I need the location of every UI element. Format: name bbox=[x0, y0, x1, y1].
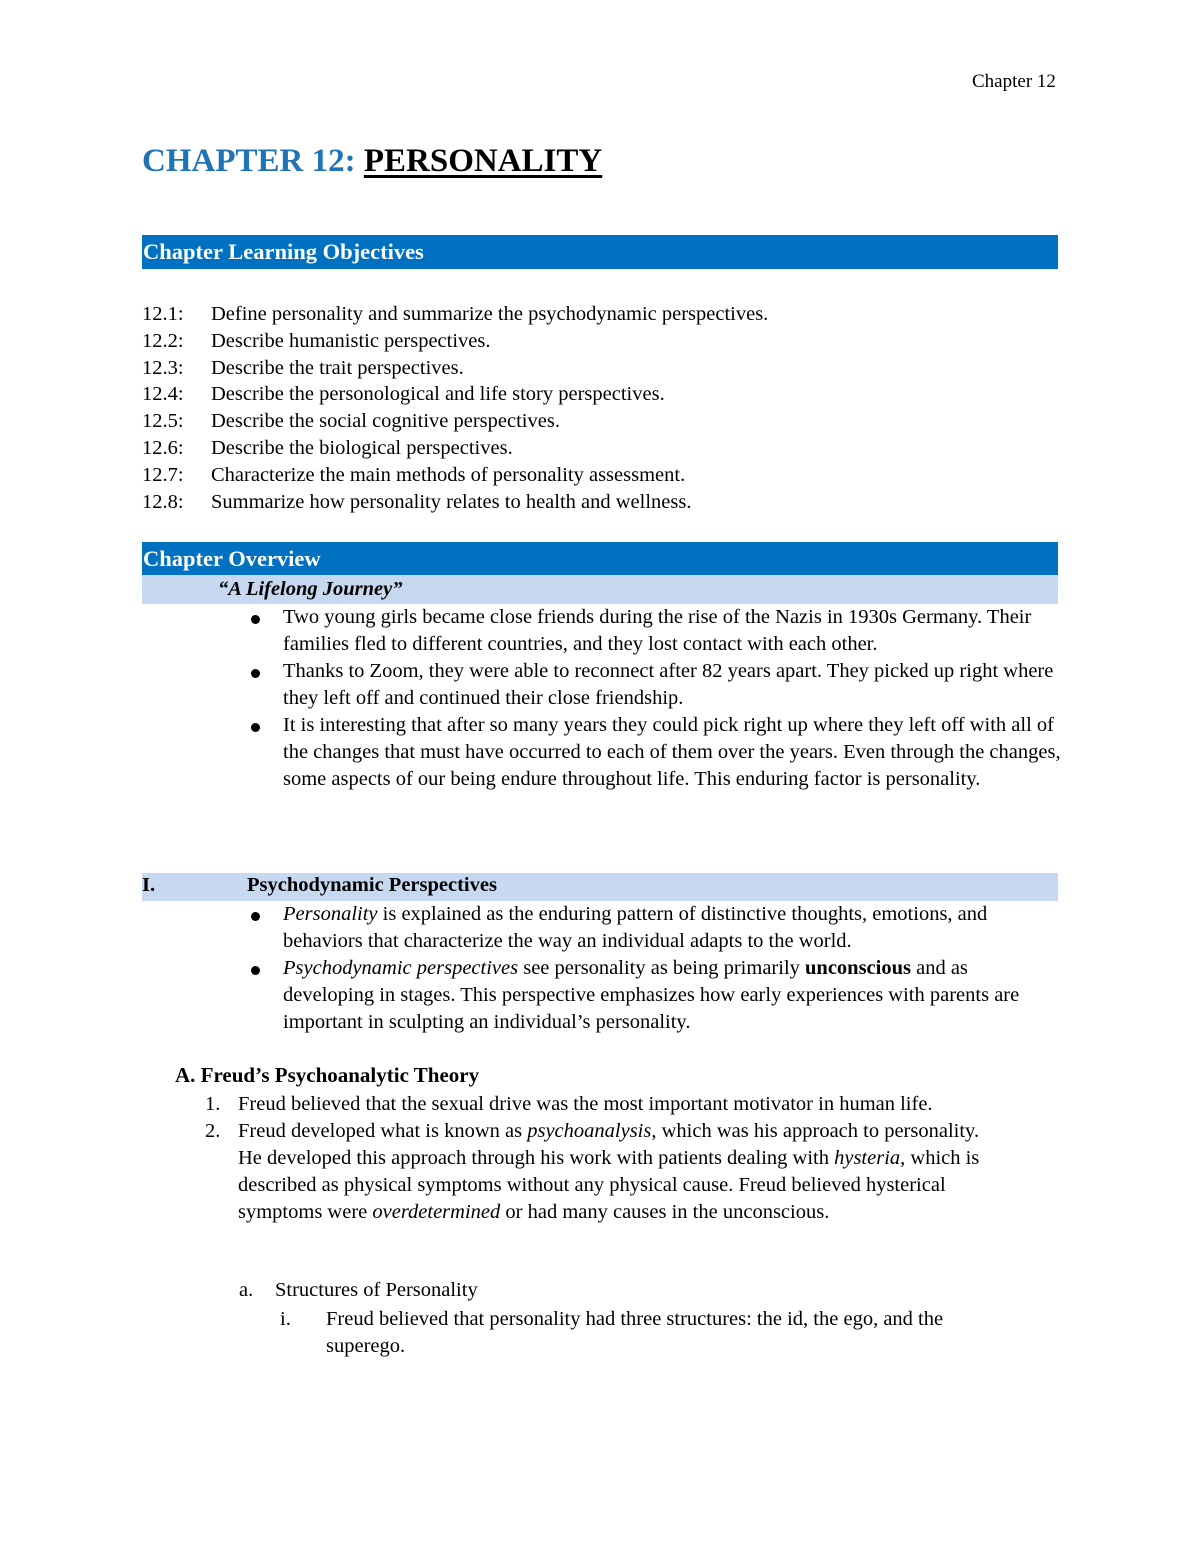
objective-number: 12.5: bbox=[142, 410, 184, 433]
chapter-title bbox=[142, 143, 602, 180]
roman-list bbox=[0, 1306, 1026, 1360]
section-number: I. bbox=[142, 874, 156, 896]
item-text: Structures of Personality bbox=[275, 1279, 478, 1301]
objective-number: 12.2: bbox=[142, 329, 184, 352]
objective-item bbox=[142, 301, 768, 328]
objective-text: Describe the trait perspectives. bbox=[211, 356, 464, 379]
objective-text: Describe the biological perspectives. bbox=[211, 436, 513, 459]
objective-text: Summarize how personality relates to health and wellness. bbox=[211, 490, 692, 513]
term-hysteria: hysteria bbox=[834, 1147, 901, 1169]
list-item bbox=[0, 955, 1063, 1036]
term-psychodynamic: Psychodynamic perspectives bbox=[283, 957, 519, 979]
item-text: Freud believed that the sexual drive was the most important motivator in human life. bbox=[238, 1093, 933, 1115]
definition-text: see personality as being primarily bbox=[518, 957, 806, 979]
item-text: , which is described as physical symptoms without any physical cause. Freud believed hysterical symptoms were bbox=[238, 1147, 980, 1223]
chapter-number: CHAPTER 12: bbox=[142, 143, 356, 179]
objective-item bbox=[142, 381, 768, 408]
item-number: 2. bbox=[205, 1120, 221, 1142]
objective-item bbox=[142, 355, 768, 382]
alpha-list-item bbox=[239, 1279, 478, 1302]
objective-number: 12.7: bbox=[142, 463, 184, 486]
list-item: Two young girls became close friends during the rise of the Nazis in 1930s Germany. Their families fled to different countries, and they lost contact with each other. bbox=[0, 604, 1063, 658]
objective-text: Describe the social cognitive perspectives. bbox=[211, 410, 560, 433]
emphasis-unconscious: unconscious bbox=[805, 957, 911, 979]
definition-text: and as developing in stages. This perspective emphasizes how early experiences with parents are important in sculpting an individual’s personality. bbox=[283, 957, 1020, 1033]
list-item: It is interesting that after so many years they could pick right up where they left off with all of the changes that must have occurred to each of them over the years. Even through the changes, some aspects of our being endure throughout life. This enduring factor is personality. bbox=[0, 712, 1063, 793]
objective-number: 12.3: bbox=[142, 356, 184, 379]
item-letter: a. bbox=[239, 1279, 254, 1301]
item-text: Freud believed that personality had three structures: the id, the ego, and the superego. bbox=[326, 1308, 944, 1357]
item-text: or had many causes in the unconscious. bbox=[500, 1201, 830, 1223]
list-item: Thanks to Zoom, they were able to reconnect after 82 years apart. They picked up right where they left off and continued their close friendship. bbox=[0, 658, 1063, 712]
definition-text: is explained as the enduring pattern of distinctive thoughts, emotions, and behaviors that characterize the way an individual adapts to the world. bbox=[283, 903, 988, 952]
objective-number: 12.4: bbox=[142, 383, 184, 406]
chapter-subject: PERSONALITY bbox=[363, 143, 603, 179]
objective-text: Describe the personological and life story perspectives. bbox=[211, 383, 665, 406]
list-item bbox=[0, 1118, 998, 1226]
numbered-list bbox=[0, 1091, 998, 1226]
overview-heading: Chapter Overview bbox=[142, 542, 1058, 576]
objective-item bbox=[142, 328, 768, 355]
objectives-list bbox=[142, 301, 768, 515]
item-text: Freud developed what is known as bbox=[238, 1120, 528, 1142]
objectives-heading: Chapter Learning Objectives bbox=[142, 235, 1058, 269]
objective-number: 12.6: bbox=[142, 436, 184, 459]
subsection-heading: A. Freud’s Psychoanalytic Theory bbox=[175, 1063, 480, 1087]
overview-story-title: “A Lifelong Journey” bbox=[142, 575, 1058, 604]
objective-text: Describe humanistic perspectives. bbox=[211, 329, 491, 352]
term-overdetermined: overdetermined bbox=[372, 1201, 501, 1223]
section-bullets bbox=[0, 901, 1063, 1036]
objective-item bbox=[142, 462, 768, 489]
term-personality: Personality bbox=[283, 903, 378, 925]
item-roman: i. bbox=[280, 1308, 291, 1330]
objective-item bbox=[142, 408, 768, 435]
objective-number: 12.1: bbox=[142, 303, 184, 325]
list-item bbox=[0, 1091, 998, 1118]
item-text: , which was his approach to personality. He developed this approach through his work with patients dealing with bbox=[238, 1120, 980, 1169]
term-psychoanalysis: psychoanalysis bbox=[527, 1120, 652, 1142]
objective-item bbox=[142, 489, 768, 516]
item-number: 1. bbox=[205, 1093, 221, 1115]
list-item bbox=[0, 1306, 1026, 1360]
objective-text: Characterize the main methods of personality assessment. bbox=[211, 463, 686, 486]
overview-bullets bbox=[0, 604, 1063, 793]
running-header: Chapter 12 bbox=[972, 71, 1056, 92]
objective-text: Define personality and summarize the psychodynamic perspectives. bbox=[211, 303, 769, 325]
section-title: Psychodynamic Perspectives bbox=[247, 874, 497, 896]
objective-number: 12.8: bbox=[142, 490, 184, 513]
objective-item bbox=[142, 435, 768, 462]
list-item bbox=[0, 901, 1063, 955]
